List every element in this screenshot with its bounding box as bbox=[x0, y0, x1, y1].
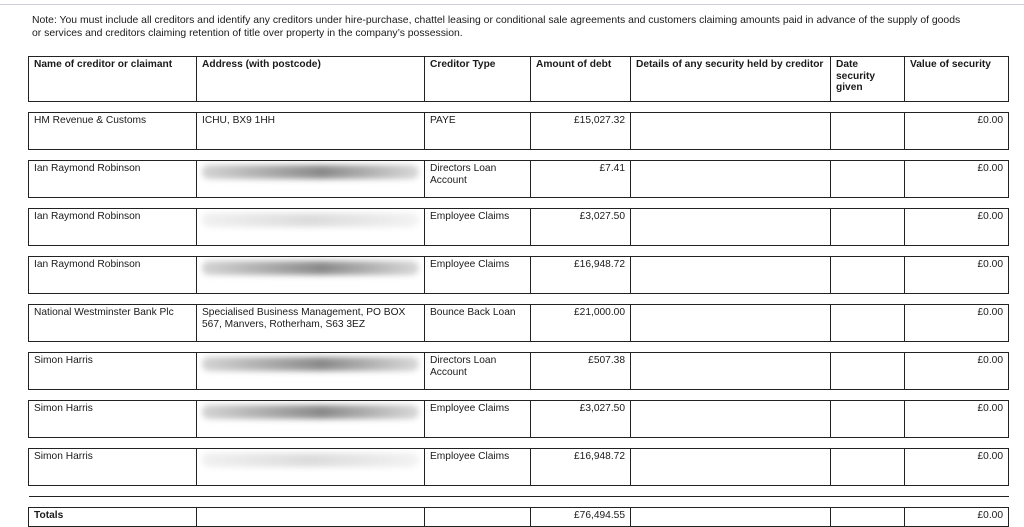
creditor-address bbox=[197, 353, 425, 390]
table-row bbox=[29, 305, 1009, 342]
debt-amount: £3,027.50 bbox=[531, 209, 631, 246]
creditor-address bbox=[197, 449, 425, 486]
security-value: £0.00 bbox=[905, 353, 1009, 390]
col-value-header: Value of security bbox=[905, 57, 1009, 102]
redacted-address bbox=[202, 453, 419, 467]
creditor-address: Specialised Business Management, PO BOX 567, Manvers, Rotherham, S63 3EZ bbox=[197, 305, 425, 342]
row-spacer bbox=[29, 486, 1009, 497]
creditor-address: ICHU, BX9 1HH bbox=[197, 113, 425, 150]
redacted-address bbox=[202, 261, 419, 275]
totals-blank bbox=[425, 508, 531, 527]
col-date-header: Date security given bbox=[831, 57, 905, 102]
redacted-address bbox=[202, 213, 419, 227]
table-row bbox=[29, 257, 1009, 294]
security-details bbox=[631, 353, 831, 390]
creditor-address bbox=[197, 209, 425, 246]
totals-label: Totals bbox=[29, 508, 197, 527]
row-spacer bbox=[29, 342, 1009, 353]
security-date bbox=[831, 401, 905, 438]
security-date bbox=[831, 113, 905, 150]
col-details-header: Details of any security held by creditor bbox=[631, 57, 831, 102]
col-type-header: Creditor Type bbox=[425, 57, 531, 102]
row-spacer bbox=[29, 438, 1009, 449]
creditor-name: Ian Raymond Robinson bbox=[29, 257, 197, 294]
totals-amount: £76,494.55 bbox=[531, 508, 631, 527]
creditor-address bbox=[197, 257, 425, 294]
security-details bbox=[631, 113, 831, 150]
table-row bbox=[29, 353, 1009, 390]
table-row bbox=[29, 161, 1009, 198]
creditor-name: Ian Raymond Robinson bbox=[29, 209, 197, 246]
creditor-name: Simon Harris bbox=[29, 353, 197, 390]
security-details bbox=[631, 161, 831, 198]
security-details bbox=[631, 401, 831, 438]
security-value: £0.00 bbox=[905, 449, 1009, 486]
security-value: £0.00 bbox=[905, 113, 1009, 150]
creditor-name: HM Revenue & Customs bbox=[29, 113, 197, 150]
creditor-type: Directors Loan Account bbox=[425, 161, 531, 198]
col-name-header: Name of creditor or claimant bbox=[29, 57, 197, 102]
table-row bbox=[29, 449, 1009, 486]
creditor-type: Employee Claims bbox=[425, 209, 531, 246]
security-date bbox=[831, 353, 905, 390]
redacted-address bbox=[202, 165, 419, 179]
debt-amount: £16,948.72 bbox=[531, 257, 631, 294]
instruction-note: Note: You must include all creditors and identify any creditors under hire-purchase, chattel leasing or conditional sale agreements and customers claiming amounts paid in advance of the supply of goods or services and creditors claiming retention of title over property in the company’s possession. bbox=[32, 15, 961, 39]
creditors-table bbox=[28, 56, 1009, 527]
table-row bbox=[29, 209, 1009, 246]
creditor-type: Employee Claims bbox=[425, 401, 531, 438]
col-amount-header: Amount of debt bbox=[531, 57, 631, 102]
creditor-type: Bounce Back Loan bbox=[425, 305, 531, 342]
creditor-name: Simon Harris bbox=[29, 449, 197, 486]
security-date bbox=[831, 257, 905, 294]
security-date bbox=[831, 209, 905, 246]
debt-amount: £7.41 bbox=[531, 161, 631, 198]
creditor-address bbox=[197, 401, 425, 438]
security-date bbox=[831, 305, 905, 342]
debt-amount: £3,027.50 bbox=[531, 401, 631, 438]
security-details bbox=[631, 305, 831, 342]
creditor-name: Simon Harris bbox=[29, 401, 197, 438]
row-spacer bbox=[29, 246, 1009, 257]
totals-value: £0.00 bbox=[905, 508, 1009, 527]
redacted-address bbox=[202, 357, 419, 371]
creditor-type: Employee Claims bbox=[425, 257, 531, 294]
security-details bbox=[631, 257, 831, 294]
totals-row bbox=[29, 508, 1009, 527]
creditor-name: Ian Raymond Robinson bbox=[29, 161, 197, 198]
row-spacer bbox=[29, 102, 1009, 113]
debt-amount: £21,000.00 bbox=[531, 305, 631, 342]
totals-blank bbox=[197, 508, 425, 527]
creditor-type: PAYE bbox=[425, 113, 531, 150]
security-date bbox=[831, 161, 905, 198]
top-rule bbox=[0, 4, 1024, 5]
row-spacer bbox=[29, 497, 1009, 508]
security-value: £0.00 bbox=[905, 305, 1009, 342]
redacted-address bbox=[202, 405, 419, 419]
row-spacer bbox=[29, 198, 1009, 209]
security-value: £0.00 bbox=[905, 401, 1009, 438]
security-details bbox=[631, 449, 831, 486]
security-value: £0.00 bbox=[905, 209, 1009, 246]
row-spacer bbox=[29, 390, 1009, 401]
creditor-type: Directors Loan Account bbox=[425, 353, 531, 390]
security-details bbox=[631, 209, 831, 246]
header-row bbox=[29, 57, 1009, 102]
security-date bbox=[831, 449, 905, 486]
creditor-address bbox=[197, 161, 425, 198]
row-spacer bbox=[29, 150, 1009, 161]
security-value: £0.00 bbox=[905, 257, 1009, 294]
creditor-name: National Westminster Bank Plc bbox=[29, 305, 197, 342]
debt-amount: £507.38 bbox=[531, 353, 631, 390]
totals-blank bbox=[831, 508, 905, 527]
security-value: £0.00 bbox=[905, 161, 1009, 198]
table-row bbox=[29, 113, 1009, 150]
debt-amount: £16,948.72 bbox=[531, 449, 631, 486]
table-row bbox=[29, 401, 1009, 438]
debt-amount: £15,027.32 bbox=[531, 113, 631, 150]
row-spacer bbox=[29, 294, 1009, 305]
creditor-type: Employee Claims bbox=[425, 449, 531, 486]
totals-blank bbox=[631, 508, 831, 527]
col-address-header: Address (with postcode) bbox=[197, 57, 425, 102]
